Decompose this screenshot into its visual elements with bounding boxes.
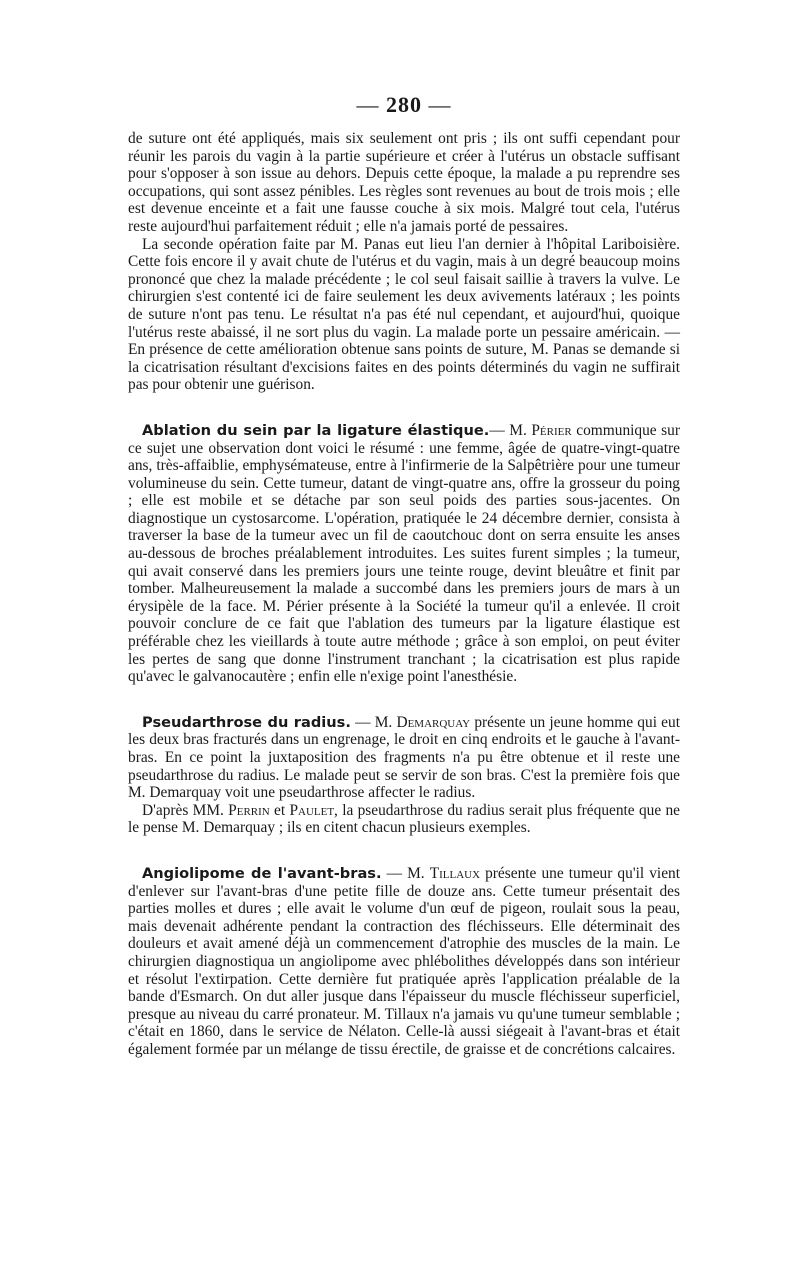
section-heading: Ablation du sein par la ligature élastique. <box>142 421 490 439</box>
section-ablation-sein <box>128 422 680 686</box>
author-name: Tillaux <box>429 864 481 882</box>
section-pseudarthrose-radius <box>128 714 680 837</box>
author-name: Perrin <box>228 801 270 819</box>
page-number: — 280 — <box>356 92 452 117</box>
section-heading: Pseudarthrose du radius. <box>142 713 351 731</box>
continuation-paragraph-1: de suture ont été appliqués, mais six seulement ont pris ; ils ont suffi cependant pour réunir les parois du vagin à la partie supérieure et créer à l'utérus un obstacle suffisant pour s'opposer à son issue au dehors. Depuis cette époque, la malade a pu reprendre ses occupations, qui sont assez pénibles. Les règles sont revenues au bout de trois mois ; elle est devenue enceinte et a fait une fausse couche à six mois. Malgré tout cela, l'utérus reste aujourd'hui parfaitement réduit ; elle n'a jamais porté de pessaires. <box>128 130 680 235</box>
author-name: Paulet <box>289 801 335 819</box>
author-name: Périer <box>531 421 572 439</box>
section-paragraph: Ablation du sein par la ligature élastique.— M. Périer communique sur ce sujet une observation dont voici le résumé : une femme, âgée de quatre-vingt-quatre ans, très-affaiblie, emphysémateuse, entre à l'infirmerie de la Salpêtrière pour une tumeur volumineuse du sein. Cette tumeur, datant de vingt-quatre ans, offre la grosseur du poing ; elle est mobile et se détache par son seul poids des parties sous-jacentes. On diagnostique un cystosarcome. L'opération, pratiquée le 24 décembre dernier, consista à traverser la base de la tumeur avec un fil de caoutchouc dont on serra ensuite les anses au-dessous de broches préalablement introduites. Les suites furent simples ; la tumeur, qui avait conservé dans les premiers jours une teinte rouge, devint bleuâtre et finit par tomber. Malheureusement la malade a succombé dans les premiers jours de mars à un érysipèle de la face. M. Périer présente à la Société la tumeur qu'il a enlevée. Il croit pouvoir conclure de ce fait que l'ablation des tumeurs par la ligature élastique est préférable chez les vieillards à toute autre méthode ; grâce à son emploi, on peut éviter les pertes de sang que donne l'instrument tranchant ; la cicatrisation est plus rapide qu'avec le galvanocautère ; enfin elle n'exige point l'anesthésie. <box>128 421 680 686</box>
section-angiolipome <box>128 865 680 1059</box>
continuation-paragraph-2: La seconde opération faite par M. Panas eut lieu l'an dernier à l'hôpital Lariboisière. Cette fois encore il y avait chute de l'utérus et du vagin, mais à un degré beaucoup moins prononcé que chez la malade précédente ; le col seul faisait saillie à travers la vulve. Le chirurgien s'est contenté ici de faire seulement les deux avivements latéraux ; les points de suture n'ont pas tenu. Le résultat n'a pas été nul cependant, et aujourd'hui, quoique l'utérus reste abaissé, il ne sort plus du vagin. La malade porte un pessaire américain. — En présence de cette amélioration obtenue sans points de suture, M. Panas se demande si la cicatrisation résultant d'excisions faites en des points déterminés du vagin ne suffirait pas pour obtenir une guérison. <box>128 235 680 394</box>
section-paragraph-2: D'après MM. Perrin et Paulet, la pseudarthrose du radius serait plus fréquente que ne le pense M. Demarquay ; ils en citent chacun plusieurs exemples. <box>128 801 680 837</box>
section-paragraph: Pseudarthrose du radius. — M. Demarquay présente un jeune homme qui eut les deux bras fracturés dans un engrenage, le droit en cinq endroits et le gauche à l'avant-bras. En ce point la juxtaposition des fragments n'a pu être obtenue et il reste une pseudarthrose du radius. Le malade peut se servir de son bras. C'est la première fois que M. Demarquay voit une pseudarthrose affecter le radius. <box>128 713 680 802</box>
document-page <box>128 92 680 1059</box>
page-number-value: 280 <box>386 92 422 117</box>
author-name: Demarquay <box>396 713 471 731</box>
section-heading: Angiolipome de l'avant-bras. <box>142 864 382 882</box>
section-paragraph: Angiolipome de l'avant-bras. — M. Tillaux présente une tumeur qu'il vient d'enlever sur l'avant-bras d'une petite fille de douze ans. Cette tumeur présentait des parties molles et dures ; elle avait le volume d'un œuf de pigeon, roulait sous la peau, mais devenait adhérente pendant la contraction des fléchisseurs. Elle déterminait des douleurs et avait amené déjà un commencement d'atrophie des muscles de la main. Le chirurgien diagnostiqua un angiolipome avec phlébolithes développés dans son intérieur et résolut l'extirpation. Cette dernière fut pratiquée après l'application préalable de la bande d'Esmarch. On dut aller jusque dans l'épaisseur du muscle fléchisseur superficiel, presque au niveau du carré pronateur. M. Tillaux n'a jamais vu qu'une tumeur semblable ; c'était en 1860, dans le service de Nélaton. Celle-là aussi siégeait à l'avant-bras et était également formée par un mélange de tissu érectile, de graisse et de concrétions calcaires. <box>128 864 680 1058</box>
